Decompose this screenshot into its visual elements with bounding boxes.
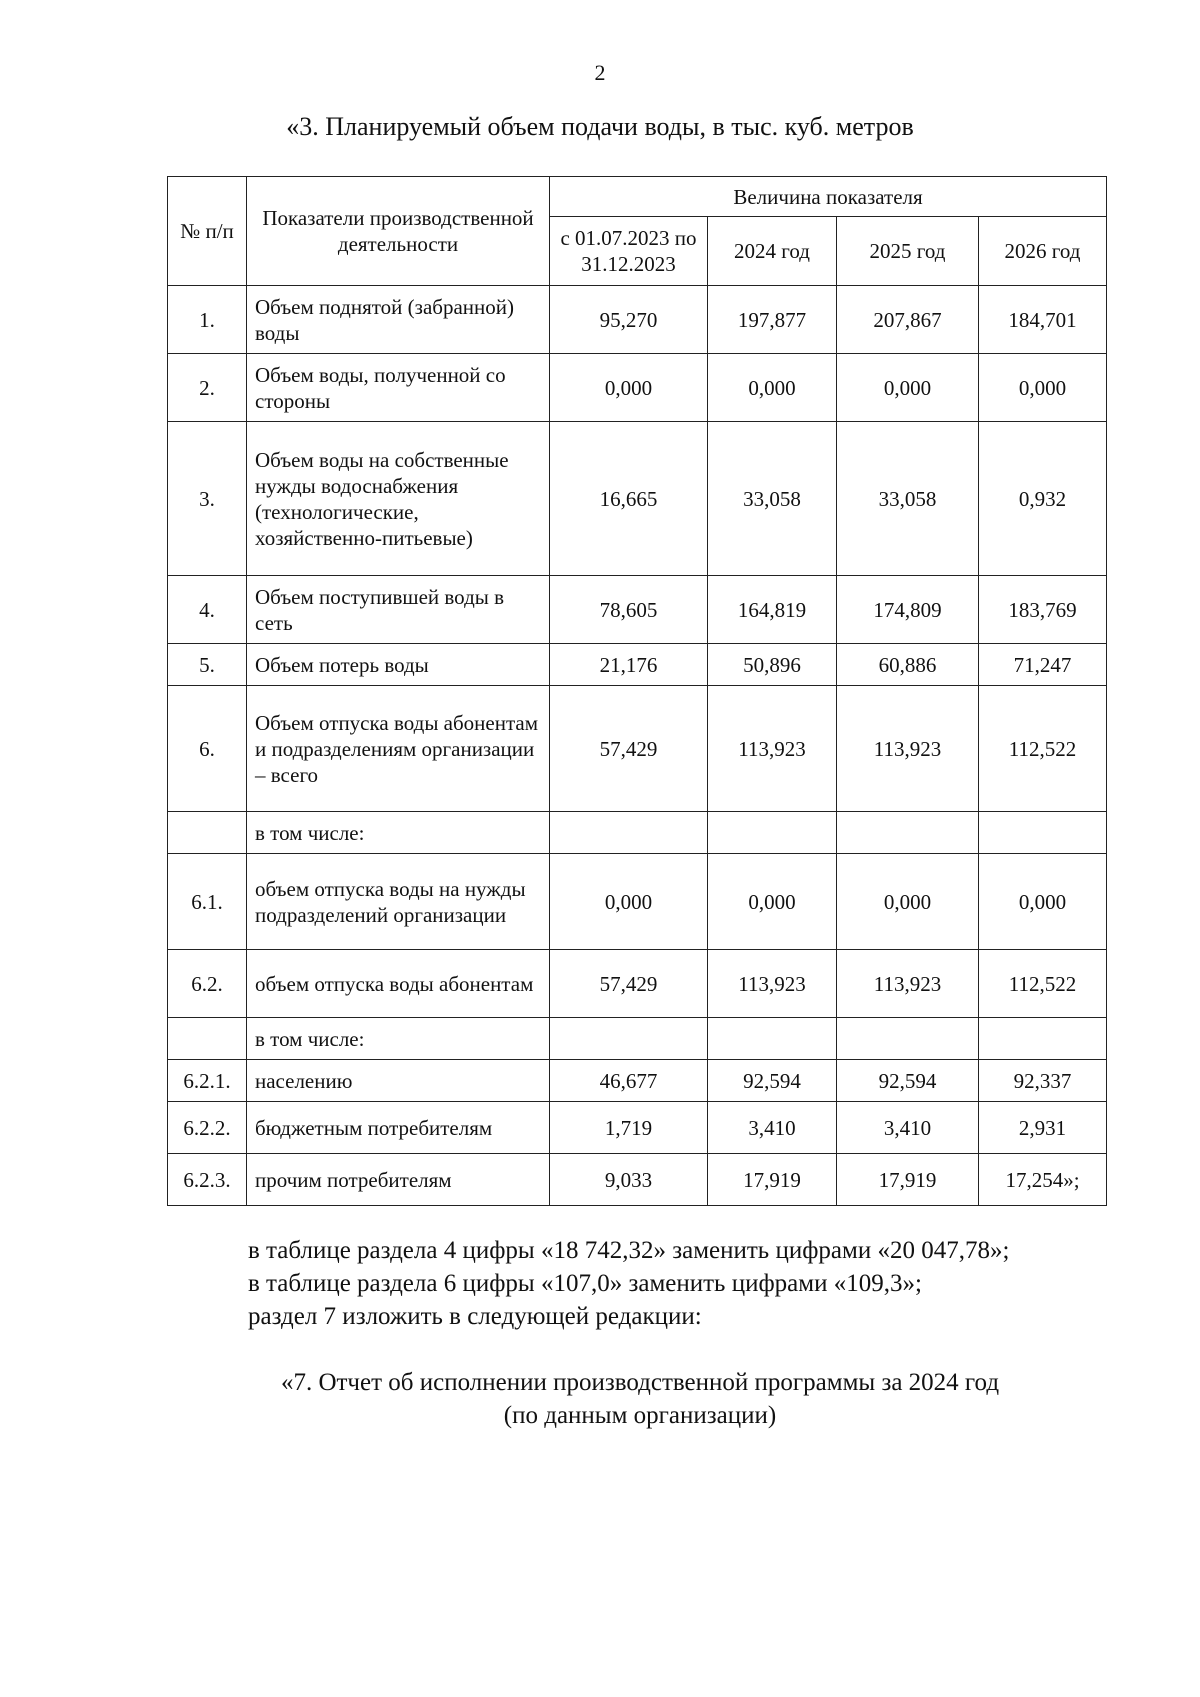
row-value: 95,270 <box>550 286 708 354</box>
row-value: 17,254»; <box>979 1154 1107 1206</box>
header-period: 2025 год <box>837 217 979 286</box>
row-value: 3,410 <box>837 1102 979 1154</box>
header-period: 2024 год <box>708 217 837 286</box>
table-row <box>168 286 1107 354</box>
row-value <box>979 1018 1107 1060</box>
row-label: Объем поднятой (забранной) воды <box>247 286 550 354</box>
row-value: 197,877 <box>708 286 837 354</box>
row-value: 78,605 <box>550 576 708 644</box>
row-label: в том числе: <box>247 812 550 854</box>
row-value: 50,896 <box>708 644 837 686</box>
row-value: 0,932 <box>979 422 1107 576</box>
row-label: Объем потерь воды <box>247 644 550 686</box>
row-value: 0,000 <box>550 354 708 422</box>
report-title-line: (по данным организации) <box>503 1402 777 1429</box>
row-number: 6.2.2. <box>168 1102 247 1154</box>
row-value <box>708 812 837 854</box>
row-value: 71,247 <box>979 644 1107 686</box>
row-label: объем отпуска воды на нужды подразделений организации <box>247 854 550 950</box>
row-value: 0,000 <box>708 354 837 422</box>
table-row <box>168 686 1107 812</box>
row-value: 112,522 <box>979 950 1107 1018</box>
row-value: 113,923 <box>837 950 979 1018</box>
section-title: «3. Планируемый объем подачи воды, в тыс. куб. метров <box>286 112 914 141</box>
header-num: № п/п <box>168 177 247 286</box>
row-number <box>168 1018 247 1060</box>
row-value: 92,594 <box>837 1060 979 1102</box>
row-value: 60,886 <box>837 644 979 686</box>
row-number: 4. <box>168 576 247 644</box>
row-value <box>550 812 708 854</box>
row-value: 174,809 <box>837 576 979 644</box>
row-label: Объем поступившей воды в сеть <box>247 576 550 644</box>
row-number <box>168 812 247 854</box>
row-value: 33,058 <box>708 422 837 576</box>
header-period: с 01.07.2023 по 31.12.2023 <box>550 217 708 286</box>
row-value: 92,337 <box>979 1060 1107 1102</box>
row-number: 3. <box>168 422 247 576</box>
table-row <box>168 422 1107 576</box>
table-row <box>168 950 1107 1018</box>
note-line: в таблице раздела 4 цифры «18 742,32» заменить цифрами «20 047,78»; <box>248 1237 1010 1264</box>
row-value: 57,429 <box>550 686 708 812</box>
row-label: Объем воды на собственные нужды водоснабжения (технологические, хозяйственно-питьевые) <box>247 422 550 576</box>
table-body <box>168 286 1107 1206</box>
row-value: 33,058 <box>837 422 979 576</box>
row-value: 92,594 <box>708 1060 837 1102</box>
header-value-group: Величина показателя <box>550 177 1107 217</box>
row-value: 2,931 <box>979 1102 1107 1154</box>
table-row <box>168 1018 1107 1060</box>
row-value: 113,923 <box>837 686 979 812</box>
row-value: 57,429 <box>550 950 708 1018</box>
header-period: 2026 год <box>979 217 1107 286</box>
table-row <box>168 1154 1107 1206</box>
table-row <box>168 1102 1107 1154</box>
note-line: в таблице раздела 6 цифры «107,0» заменить цифрами «109,3»; <box>248 1270 922 1297</box>
row-value: 17,919 <box>837 1154 979 1206</box>
row-value: 113,923 <box>708 686 837 812</box>
row-value: 17,919 <box>708 1154 837 1206</box>
row-number: 2. <box>168 354 247 422</box>
row-value <box>979 812 1107 854</box>
row-value: 3,410 <box>708 1102 837 1154</box>
amendment-notes <box>248 1234 1009 1333</box>
row-value: 112,522 <box>979 686 1107 812</box>
row-value: 16,665 <box>550 422 708 576</box>
row-value: 207,867 <box>837 286 979 354</box>
plan-table <box>167 176 1107 1206</box>
row-number: 6.2. <box>168 950 247 1018</box>
row-number: 6. <box>168 686 247 812</box>
row-value: 0,000 <box>708 854 837 950</box>
row-value: 0,000 <box>979 854 1107 950</box>
table-row <box>168 1060 1107 1102</box>
row-value: 0,000 <box>837 354 979 422</box>
row-value: 113,923 <box>708 950 837 1018</box>
row-label: объем отпуска воды абонентам <box>247 950 550 1018</box>
row-value: 9,033 <box>550 1154 708 1206</box>
report-title <box>200 1366 1080 1432</box>
row-number: 6.1. <box>168 854 247 950</box>
row-value: 164,819 <box>708 576 837 644</box>
row-value: 0,000 <box>979 354 1107 422</box>
row-label: Объем отпуска воды абонентам и подразделениям организации – всего <box>247 686 550 812</box>
row-number: 6.2.1. <box>168 1060 247 1102</box>
row-value: 21,176 <box>550 644 708 686</box>
row-number: 5. <box>168 644 247 686</box>
row-label: Объем воды, полученной со стороны <box>247 354 550 422</box>
row-value <box>708 1018 837 1060</box>
table-row <box>168 644 1107 686</box>
report-title-line: «7. Отчет об исполнении производственной программы за 2024 год <box>280 1369 1000 1396</box>
row-label: бюджетным потребителям <box>247 1102 550 1154</box>
row-value: 183,769 <box>979 576 1107 644</box>
row-value: 0,000 <box>837 854 979 950</box>
row-value <box>550 1018 708 1060</box>
table-row <box>168 354 1107 422</box>
row-value: 184,701 <box>979 286 1107 354</box>
row-value: 0,000 <box>550 854 708 950</box>
row-value <box>837 1018 979 1060</box>
row-value: 46,677 <box>550 1060 708 1102</box>
note-line: раздел 7 изложить в следующей редакции: <box>248 1303 702 1330</box>
row-label: населению <box>247 1060 550 1102</box>
row-value: 1,719 <box>550 1102 708 1154</box>
row-number: 6.2.3. <box>168 1154 247 1206</box>
row-label: в том числе: <box>247 1018 550 1060</box>
row-label: прочим потребителям <box>247 1154 550 1206</box>
table-row <box>168 576 1107 644</box>
page-number: 2 <box>594 60 606 85</box>
row-value <box>837 812 979 854</box>
header-indicator: Показатели производственной деятельности <box>247 177 550 286</box>
table-row <box>168 812 1107 854</box>
table-row <box>168 854 1107 950</box>
row-number: 1. <box>168 286 247 354</box>
